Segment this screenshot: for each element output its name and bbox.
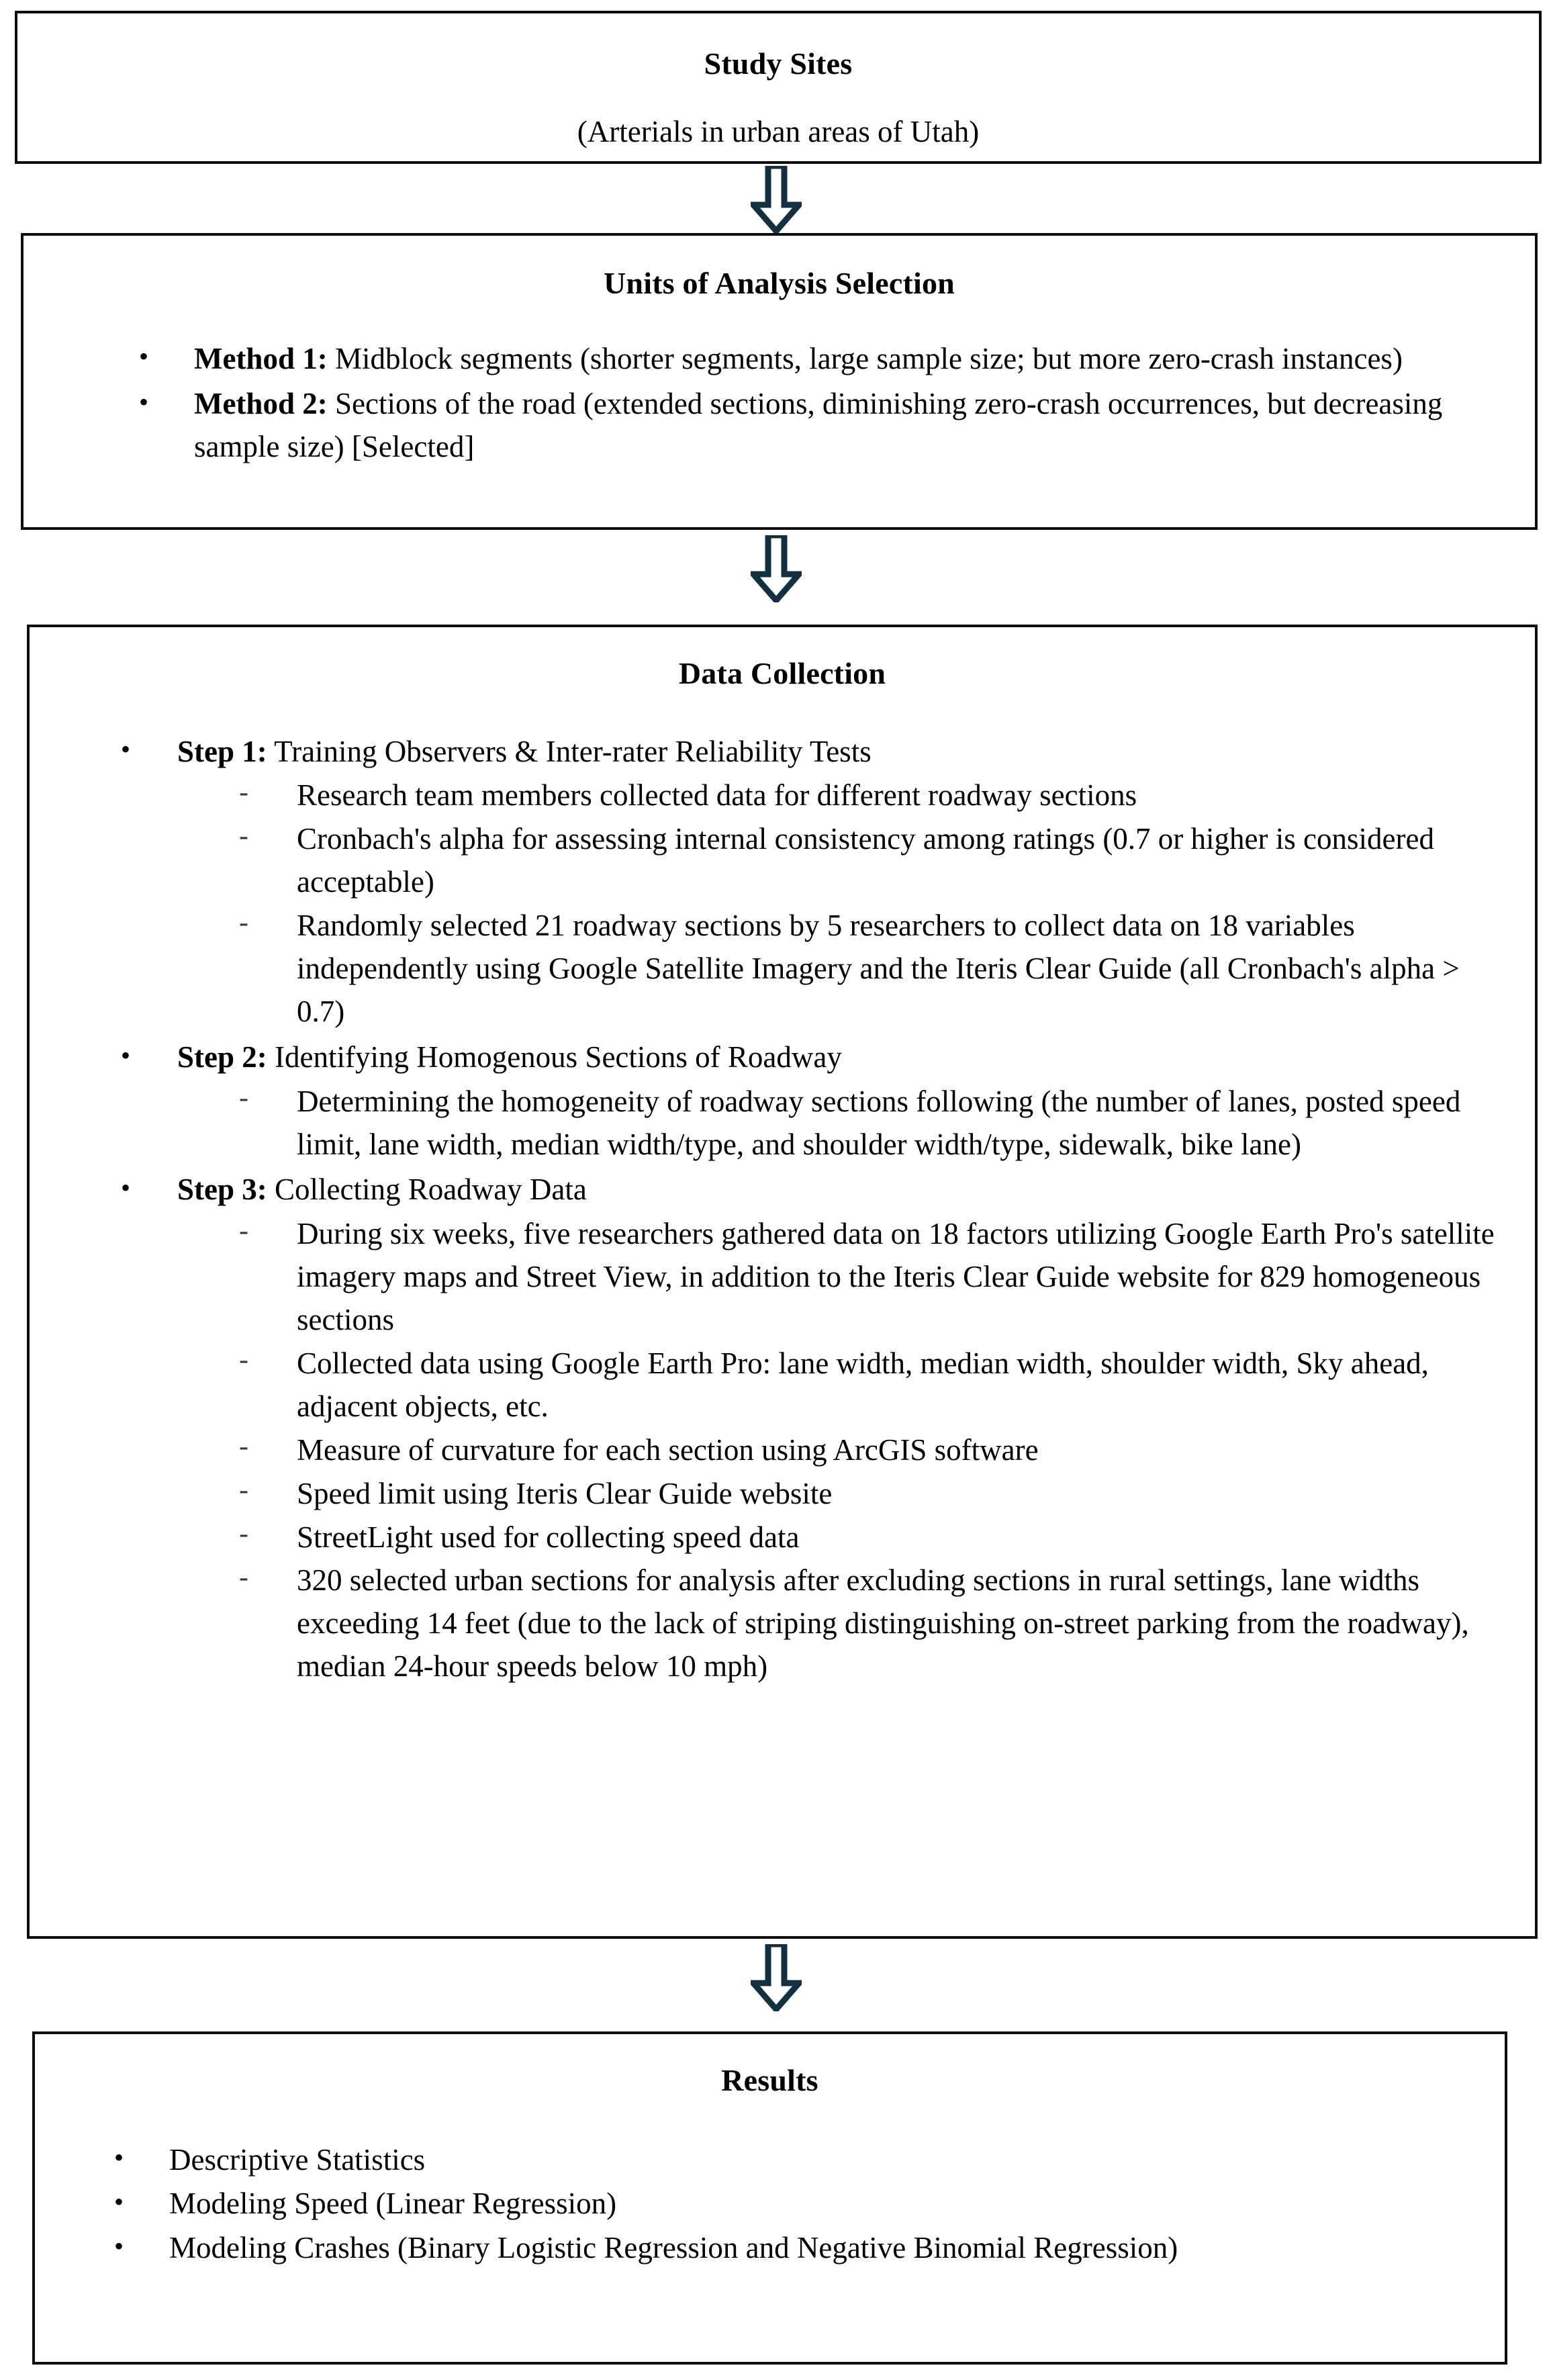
list-item-text: Descriptive Statistics (169, 2142, 426, 2177)
sublist-item (239, 774, 1508, 817)
sublist-item-text: Collected data using Google Earth Pro: lane width, median width, shoulder width, Sky ahead, adjacent objects, etc. (297, 1346, 1429, 1423)
bullet-dash-icon: - (239, 776, 248, 808)
list-item-step-3 (121, 1169, 1508, 1688)
sublist-item (239, 818, 1508, 904)
sublist-item (239, 1081, 1508, 1166)
list-item (114, 2139, 1478, 2182)
box-data-collection (27, 625, 1538, 1939)
sublist-item (239, 1559, 1508, 1688)
list-item-text (194, 383, 1499, 469)
list-item-body: Identifying Homogenous Sections of Roadway (267, 1040, 842, 1074)
sublist-item (239, 1213, 1508, 1342)
list-item-body: Training Observers & Inter-rater Reliability Tests (267, 734, 872, 768)
box-data-collection-list (121, 731, 1508, 1689)
list-item (139, 338, 1499, 381)
box-units-list-wrap (60, 338, 1499, 469)
list-item-body: Sections of the road (extended sections, diminishing zero-crash occurrences, but decreasing sample size) [Selected] (194, 387, 1443, 464)
bullet-dash-icon: - (239, 1475, 248, 1506)
list-item-lead: Step 1: (177, 734, 267, 768)
list-item-text (177, 731, 1508, 774)
list-item-lead: Method 2: (194, 387, 328, 421)
list-item-step-2 (121, 1036, 1508, 1166)
list-item-lead: Step 2: (177, 1040, 267, 1074)
box-units-list (139, 338, 1499, 469)
list-item-lead: Step 3: (177, 1173, 267, 1207)
bullet-dot-icon: • (121, 734, 131, 765)
bullet-dash-icon: - (239, 1344, 248, 1376)
list-item-body: Midblock segments (shorter segments, large sample size; but more zero-crash instances) (327, 341, 1403, 375)
box-results (32, 2031, 1507, 2365)
sublist-item-text: Speed limit using Iteris Clear Guide website (297, 1476, 833, 1510)
bullet-dash-icon: - (239, 1083, 248, 1114)
box-units-title: Units of Analysis Selection (604, 266, 955, 300)
bullet-dash-icon: - (239, 1518, 248, 1550)
list-item (114, 2227, 1478, 2270)
box-study-sites (15, 11, 1542, 164)
bullet-dot-icon: • (139, 341, 149, 372)
bullet-dot-icon: • (114, 2187, 124, 2217)
sublist-item-text: StreetLight used for collecting speed data (297, 1520, 800, 1554)
box-study-sites-subtitle: (Arterials in urban areas of Utah) (577, 114, 980, 148)
arrow-study-to-units-icon (751, 166, 802, 236)
sublist-item-text: Cronbach's alpha for assessing internal consistency among ratings (0.7 or higher is considered acceptable) (297, 822, 1434, 899)
bullet-dot-icon: • (121, 1040, 131, 1070)
bullet-dash-icon: - (239, 907, 248, 938)
sublist-item-text: Determining the homogeneity of roadway sections following (the number of lanes, posted speed limit, lane width, median width/type, and shoulder width/type, sidewalk, bike lane) (297, 1084, 1461, 1161)
box-results-list-wrap (62, 2139, 1478, 2271)
sublist-step-1 (177, 774, 1508, 1033)
list-item-lead: Method 1: (194, 341, 328, 375)
sublist-item-text: 320 selected urban sections for analysis after excluding sections in rural settings, lane widths exceeding 14 feet (due to the lack of striping distinguishing on-street parking from the roadway), median 24-hour speeds below 10 mph) (297, 1563, 1469, 1684)
arrow-units-to-data-icon (751, 535, 802, 606)
bullet-dash-icon: - (239, 820, 248, 852)
box-data-collection-list-wrap (56, 731, 1508, 1689)
sublist-item-text: Measure of curvature for each section using ArcGIS software (297, 1432, 1039, 1467)
list-item-text (177, 1169, 1508, 1211)
sublist-step-2 (177, 1081, 1508, 1166)
list-item-text: Modeling Crashes (Binary Logistic Regression and Negative Binomial Regression) (169, 2231, 1178, 2265)
sublist-item-text: Randomly selected 21 roadway sections by 5 researchers to collect data on 18 variables independently using Google Satellite Imagery and the Iteris Clear Guide (all Cronbach's alpha > 0.7) (297, 909, 1460, 1028)
list-item-text (194, 338, 1499, 381)
bullet-dot-icon: • (114, 2142, 124, 2173)
box-data-collection-title: Data Collection (678, 656, 886, 690)
box-results-title: Results (721, 2063, 818, 2097)
list-item (114, 2183, 1478, 2226)
sublist-item (239, 1516, 1508, 1559)
sublist-item-text: During six weeks, five researchers gathered data on 18 factors utilizing Google Earth Pro's satellite imagery maps and Street View, in addition to the Iteris Clear Guide website for 829 homogeneous sections (297, 1217, 1495, 1337)
sublist-item (239, 1473, 1508, 1516)
sublist-item-text: Research team members collected data for different roadway sections (297, 778, 1137, 813)
list-item (139, 383, 1499, 469)
sublist-item (239, 1342, 1508, 1428)
bullet-dot-icon: • (121, 1173, 131, 1203)
arrow-data-to-results-icon (751, 1944, 802, 2015)
list-item-step-1 (121, 731, 1508, 1034)
sublist-item (239, 905, 1508, 1034)
bullet-dot-icon: • (114, 2231, 124, 2262)
bullet-dash-icon: - (239, 1215, 248, 1246)
box-results-list (114, 2139, 1478, 2271)
list-item-text (177, 1036, 1508, 1079)
box-study-sites-title: Study Sites (704, 46, 853, 81)
box-units-of-analysis (21, 233, 1538, 530)
bullet-dash-icon: - (239, 1431, 248, 1463)
bullet-dot-icon: • (139, 387, 149, 418)
sublist-item (239, 1429, 1508, 1472)
list-item-text: Modeling Speed (Linear Regression) (169, 2187, 617, 2221)
bullet-dash-icon: - (239, 1561, 248, 1593)
sublist-step-3 (177, 1213, 1508, 1688)
list-item-body: Collecting Roadway Data (267, 1173, 587, 1207)
